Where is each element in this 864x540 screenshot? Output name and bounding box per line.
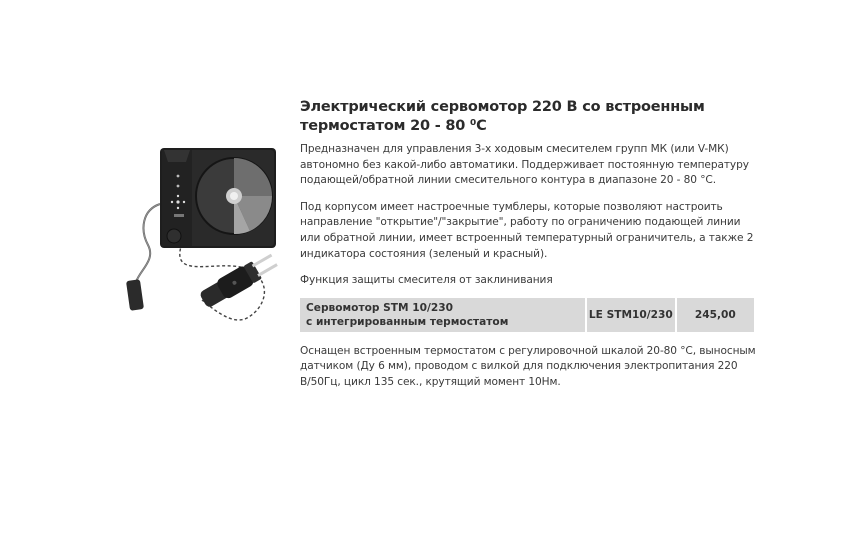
description-paragraph-1: Предназначен для управления 3-х ходовым смесителем групп МК (или V-МК) автономно без какой-либо автоматики. Поддерживает постоянную температуру подающей/обратной линии смесительного контура в диапазоне 20 - 80 °С. xyxy=(300,143,749,187)
footer-paragraph: Оснащен встроенным термостатом с регулировочной шкалой 20-80 °С, выносным датчиком (Ду 6 мм), проводом с вилкой для подключения электропитания 220 В/50Гц, цикл 135 сек., крутящий момент 10Нм. xyxy=(300,344,756,388)
servomotor-with-plug-icon xyxy=(122,140,302,370)
product-name-line-2: с интегрированным термостатом xyxy=(306,315,509,328)
description-paragraph-3: Функция защиты смесителя от заклинивания xyxy=(300,274,553,287)
product-description xyxy=(300,98,760,402)
product-price-cell: 245,00 xyxy=(675,298,754,332)
product-name-line-1: Сервомотор STM 10/230 xyxy=(306,301,453,314)
product-code-cell: LE STM10/230 xyxy=(585,298,675,332)
description-paragraph-2: Под корпусом имеет настроечные тумблеры, которые позволяют настроить направление "открытие"/"закрытие", работу по ограничению подающей линии или обратной линии, имеет встроенный температурный ограничитель, а также 2 индикатора состояния (зеленый и красный). xyxy=(300,200,754,260)
product-title: Электрический сервомотор 220 В со встроенным термостатом 20 - 80 ⁰С xyxy=(300,99,705,134)
table-row xyxy=(300,298,754,332)
servomotor-product-image xyxy=(122,140,302,370)
price-table xyxy=(300,298,754,332)
product-name-cell xyxy=(300,298,585,332)
